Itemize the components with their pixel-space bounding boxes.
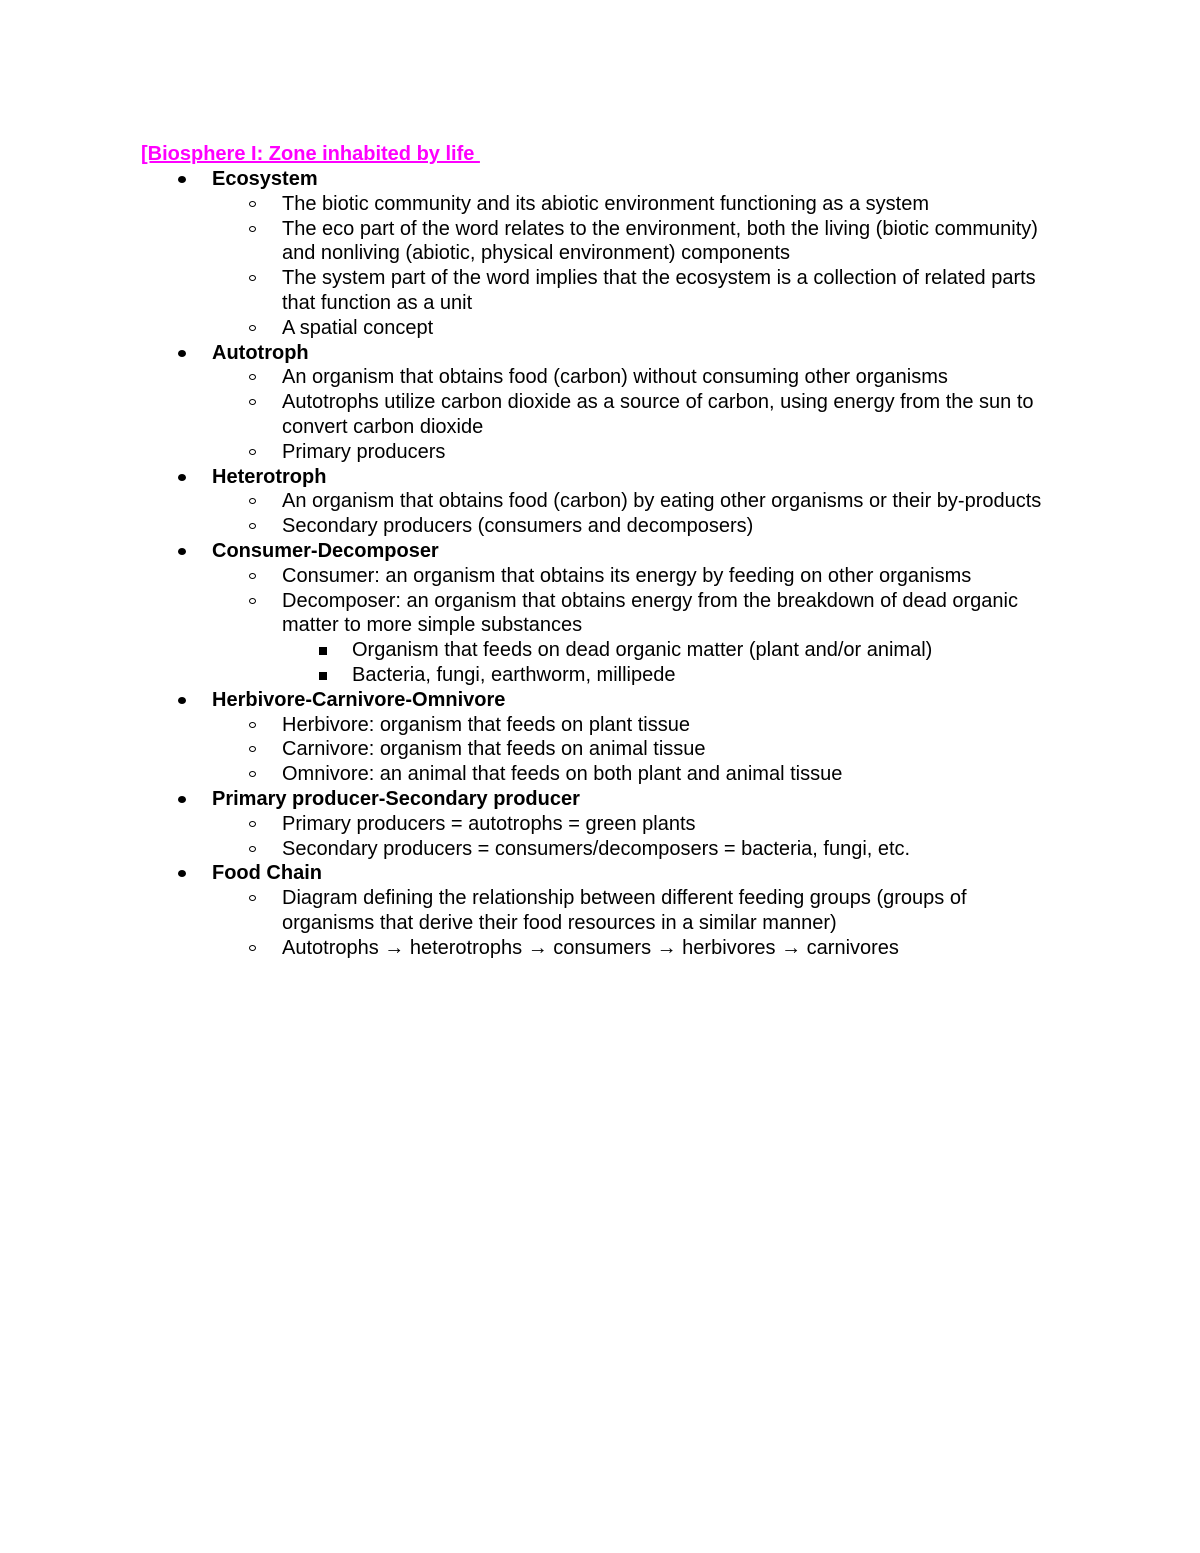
heading-text: Autotroph <box>212 341 309 364</box>
subitem-text: Bacteria, fungi, earthworm, millipede <box>352 663 676 686</box>
outline-heading-autotroph <box>0 341 1200 366</box>
hollow-circle-bullet-icon <box>249 771 256 777</box>
hollow-circle-bullet-icon <box>249 201 256 207</box>
filled-circle-bullet-icon <box>178 176 186 183</box>
outline-item <box>0 564 1200 589</box>
outline-heading-consumer-decomposer <box>0 539 1200 564</box>
filled-circle-bullet-icon <box>178 548 186 555</box>
filled-circle-bullet-icon <box>178 474 186 481</box>
outline-heading-food-chain <box>0 861 1200 886</box>
hollow-circle-bullet-icon <box>249 598 256 604</box>
item-text: Autotrophs → heterotrophs → consumers → herbivores → carnivores <box>282 936 899 959</box>
outline-item <box>0 812 1200 837</box>
outline-item <box>0 489 1200 514</box>
outline-heading-heterotroph <box>0 465 1200 490</box>
outline-heading-primary-secondary-producer <box>0 787 1200 812</box>
heading-text: Consumer-Decomposer <box>212 539 439 562</box>
heading-text: Food Chain <box>212 862 322 885</box>
outline-item <box>0 713 1200 738</box>
heading-text: Primary producer-Secondary producer <box>212 787 580 810</box>
outline-item <box>0 217 1200 267</box>
filled-circle-bullet-icon <box>178 870 186 877</box>
outline-item <box>0 737 1200 762</box>
heading-text: Ecosystem <box>212 168 318 190</box>
outline-item <box>0 316 1200 341</box>
hollow-circle-bullet-icon <box>249 573 256 579</box>
item-text: An organism that obtains food (carbon) without consuming other organisms <box>282 366 948 389</box>
item-text: Consumer: an organism that obtains its energy by feeding on other organisms <box>282 564 972 587</box>
outline-item <box>0 390 1200 440</box>
item-text: Primary producers <box>282 440 446 463</box>
outline-subitem <box>0 663 1200 688</box>
hollow-circle-bullet-icon <box>249 846 256 852</box>
hollow-circle-bullet-icon <box>249 374 256 380</box>
filled-circle-bullet-icon <box>178 697 186 704</box>
item-text: An organism that obtains food (carbon) by eating other organisms or their by-products <box>282 490 1042 513</box>
outline-item <box>0 589 1200 639</box>
outline-item <box>0 266 1200 316</box>
square-bullet-icon <box>319 647 327 655</box>
hollow-circle-bullet-icon <box>249 325 256 331</box>
outline-heading-herbivore-carnivore-omnivore <box>0 688 1200 713</box>
item-text: Secondary producers = consumers/decomposers = bacteria, fungi, etc. <box>282 837 911 860</box>
hollow-circle-bullet-icon <box>249 399 256 405</box>
item-text: Diagram defining the relationship between different feeding groups (groups of organisms that derive their food resources in a similar manner) <box>282 887 967 934</box>
filled-circle-bullet-icon <box>178 796 186 803</box>
item-text: The system part of the word implies that the ecosystem is a collection of related parts that function as a unit <box>282 267 1036 314</box>
hollow-circle-bullet-icon <box>249 945 256 951</box>
outline-item <box>0 514 1200 539</box>
hollow-circle-bullet-icon <box>249 821 256 827</box>
outline-item <box>0 762 1200 787</box>
document-title: [Biosphere I: Zone inhabited by life <box>141 143 480 165</box>
hollow-circle-bullet-icon <box>249 275 256 281</box>
hollow-circle-bullet-icon <box>249 895 256 901</box>
outline-item <box>0 192 1200 217</box>
outline-item <box>0 886 1200 936</box>
outline-heading-ecosystem <box>0 167 1200 192</box>
item-text: Omnivore: an animal that feeds on both plant and animal tissue <box>282 763 843 786</box>
item-text: A spatial concept <box>282 316 434 339</box>
item-text: Autotrophs utilize carbon dioxide as a source of carbon, using energy from the sun to convert carbon dioxide <box>282 391 1034 438</box>
item-text: Secondary producers (consumers and decomposers) <box>282 515 754 538</box>
outline-item <box>0 837 1200 862</box>
hollow-circle-bullet-icon <box>249 226 256 232</box>
outline-item <box>0 440 1200 465</box>
hollow-circle-bullet-icon <box>249 746 256 752</box>
item-text: Primary producers = autotrophs = green plants <box>282 812 696 835</box>
hollow-circle-bullet-icon <box>249 449 256 455</box>
hollow-circle-bullet-icon <box>249 498 256 504</box>
filled-circle-bullet-icon <box>178 350 186 357</box>
item-text: Herbivore: organism that feeds on plant tissue <box>282 713 690 736</box>
hollow-circle-bullet-icon <box>249 523 256 529</box>
item-text: The eco part of the word relates to the environment, both the living (biotic community) and nonliving (abiotic, physical environment) components <box>282 217 1038 265</box>
item-text: The biotic community and its abiotic environment functioning as a system <box>282 192 929 215</box>
outline-list <box>0 167 1200 961</box>
item-text: Carnivore: organism that feeds on animal tissue <box>282 738 706 761</box>
heading-text: Heterotroph <box>212 465 327 488</box>
subitem-text: Organism that feeds on dead organic matter (plant and/or animal) <box>352 639 933 662</box>
item-text: Decomposer: an organism that obtains energy from the breakdown of dead organic matter to more simple substances <box>282 589 1018 637</box>
outline-subitem <box>0 638 1200 663</box>
square-bullet-icon <box>319 672 327 680</box>
outline-item <box>0 365 1200 390</box>
hollow-circle-bullet-icon <box>249 722 256 728</box>
heading-text: Herbivore-Carnivore-Omnivore <box>212 688 506 711</box>
outline-item <box>0 936 1200 961</box>
